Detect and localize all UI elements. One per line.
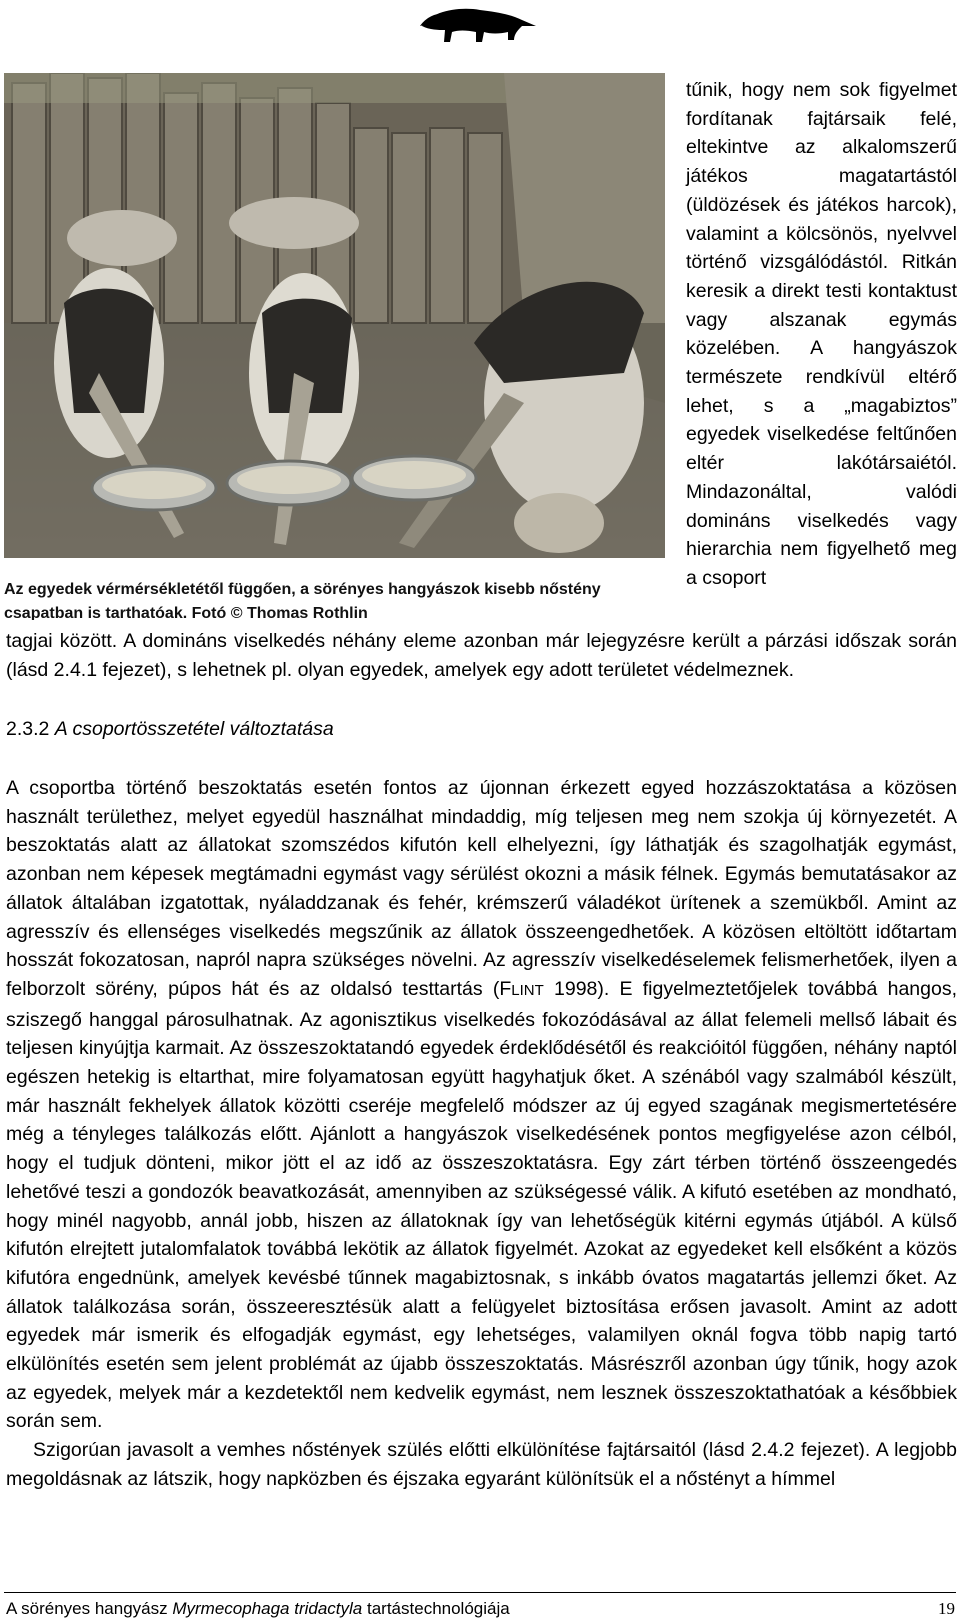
body-paragraph-1 — [6, 774, 957, 1436]
page-number: 19 — [938, 1599, 955, 1618]
side-paragraph: tűnik, hogy nem sok figyelmet fordítanak fajtársaik felé, eltekintve az alkalomszerű játékos magatartástól (üldözések és játékos harcok), valamint a kölcsönös, nyelvvel történő vizsgálódástól. Ritkán keresik a direkt testi kontaktust vagy alszanak egymás közelében. A hangyászok természete rendkívül eltérő lehet, s a „magabiztos” egyedek viselkedése feltűnően eltér lakótársaiétól. Mindazonáltal, valódi domináns viselkedés vagy hierarchia nem figyelhető meg a csoport — [686, 79, 957, 589]
caption-line-1: Az egyedek vérmérsékletétől függően, a sörényes hangyászok kisebb nőstény — [4, 581, 601, 598]
anteaters-photo — [4, 73, 665, 558]
figure-caption — [4, 578, 659, 620]
section-body — [6, 774, 957, 1494]
footer-title-suffix: tartástechnológiája — [367, 1599, 510, 1618]
footer-species-name: Myrmecophaga tridactyla — [172, 1599, 363, 1618]
continuation-paragraph: tagjai között. A domináns viselkedés néhány eleme azonban már lejegyzésre került a párzási időszak során (lásd 2.4.1 fejezet), s lehetnek pl. olyan egyedek, amelyek egy adott területet védelmeznek. — [6, 630, 957, 681]
body-paragraph-1-part2: 1998). E figyelmeztetőjelek továbbá hangos, sziszegő hanggal párosulhatnak. Az agonisztikus viselkedés fokozódásával az állat felemeli mellső lábait és teljesen kinyújtja karmait. Az összeszoktatandó egyedek érdeklődésétől és reakcióitól függően, néhány naptól egészen hetekig is eltarthat, mire folyamatosan együtt hagyhatjuk őket. A szénából vagy szalmából készült, már használt fekhelyek állatok közötti cseréje megfelelő módszer az új egyed szagának megismertetésére még a tényleges találkozás előtt. Ajánlott a hangyászok viselkedésének pontos megfigyelése azon célból, hogy el tudjuk dönteni, mikor jött el az idő az összeszoktatásra. Egy zárt térben történő összeengedés lehetővé teszi a gondozók beavatkozását, amennyiben az szükségessé válik. A kifutó esetében az mondható, hogy minél nagyobb, annál jobb, hiszen az állatoknak így van lehetőségük kitérni egymás útjából. A külső kifutón elrejtett jutalomfalatok továbbá lekötik az állatok figyelmét. Azokat az egyedeket kell elsőként a közös kifutóra engednünk, amelyek kevésbé tűnnek magabiztosnak, s inkább óvatos magatartás jellemzi őket. Az állatok találkozása során, összeeresztésük alatt a felügyelet biztosítása erősen javasolt. Amint az adott egyedek már ismerik és elfogadják egymást, egy lehetséges, valamilyen oknál fogva több napig tartó elkülönítés esetén sem jelent problémát az újabb összeszoktatás. Másrészről azonban úgy tűnik, hogy azok az egyedek, melyek már a kezdetektől nem kedvelik egymást, nem lesznek összeszoktathatóak a későbbiek során sem. — [6, 977, 957, 1433]
continuation-text — [6, 627, 957, 684]
side-column-text — [686, 76, 957, 593]
footer-title-prefix: A sörényes hangyász — [6, 1599, 168, 1618]
body-paragraph-2: Szigorúan javasolt a vemhes nőstények szülés előtti elkülönítése fajtársaitól (lásd 2.4.2 fejezet). A legjobb megoldásnak az látszik, hogy napközben és éjszaka egyaránt különítsük el a nőstényt a hímmel — [6, 1439, 957, 1490]
citation-smallcaps: LINT — [511, 981, 544, 999]
section-title: A csoportösszetétel változtatása — [54, 718, 334, 740]
section-number: 2.3.2 — [6, 718, 50, 740]
footer-divider — [4, 1592, 956, 1593]
body-paragraph-1-part1: A csoportba történő beszoktatás esetén fontos az újonnan érkezett egyed hozzászoktatása a közösen használt területhez, melyet egyedül használhat mindaddig, míg teljesen meg nem szokja új környezetét. A beszoktatás alatt az állatokat szomszédos kifutón kell elhelyezni, így láthatják és szagolhatják egymást, azonban nem képesek megtámadni egymást vagy sérülést okozni a másik félnek. Egymás bemutatásakor az állatok általában izgatottak, nyáladdzanak és fehér, krémszerű váladékot ürítenek a szemükből. Amint az agresszív és ellenséges viselkedés megszűnik az állatok összeengedhetőek. A közösen eltöltött időtartam hosszát fokozatosan, napról napra szükséges növelni. Az agresszív viselkedéselemek felismerhetőek, ilyen a felborzolt sörény, púpos hát és az oldalsó testtartás (F — [6, 777, 957, 1000]
caption-line-2: csapatban is tarthatóak. Fotó © Thomas Rothlin — [4, 605, 368, 620]
anteater-silhouette-icon — [418, 0, 538, 48]
section-heading — [6, 715, 334, 743]
footer-title — [6, 1598, 510, 1620]
